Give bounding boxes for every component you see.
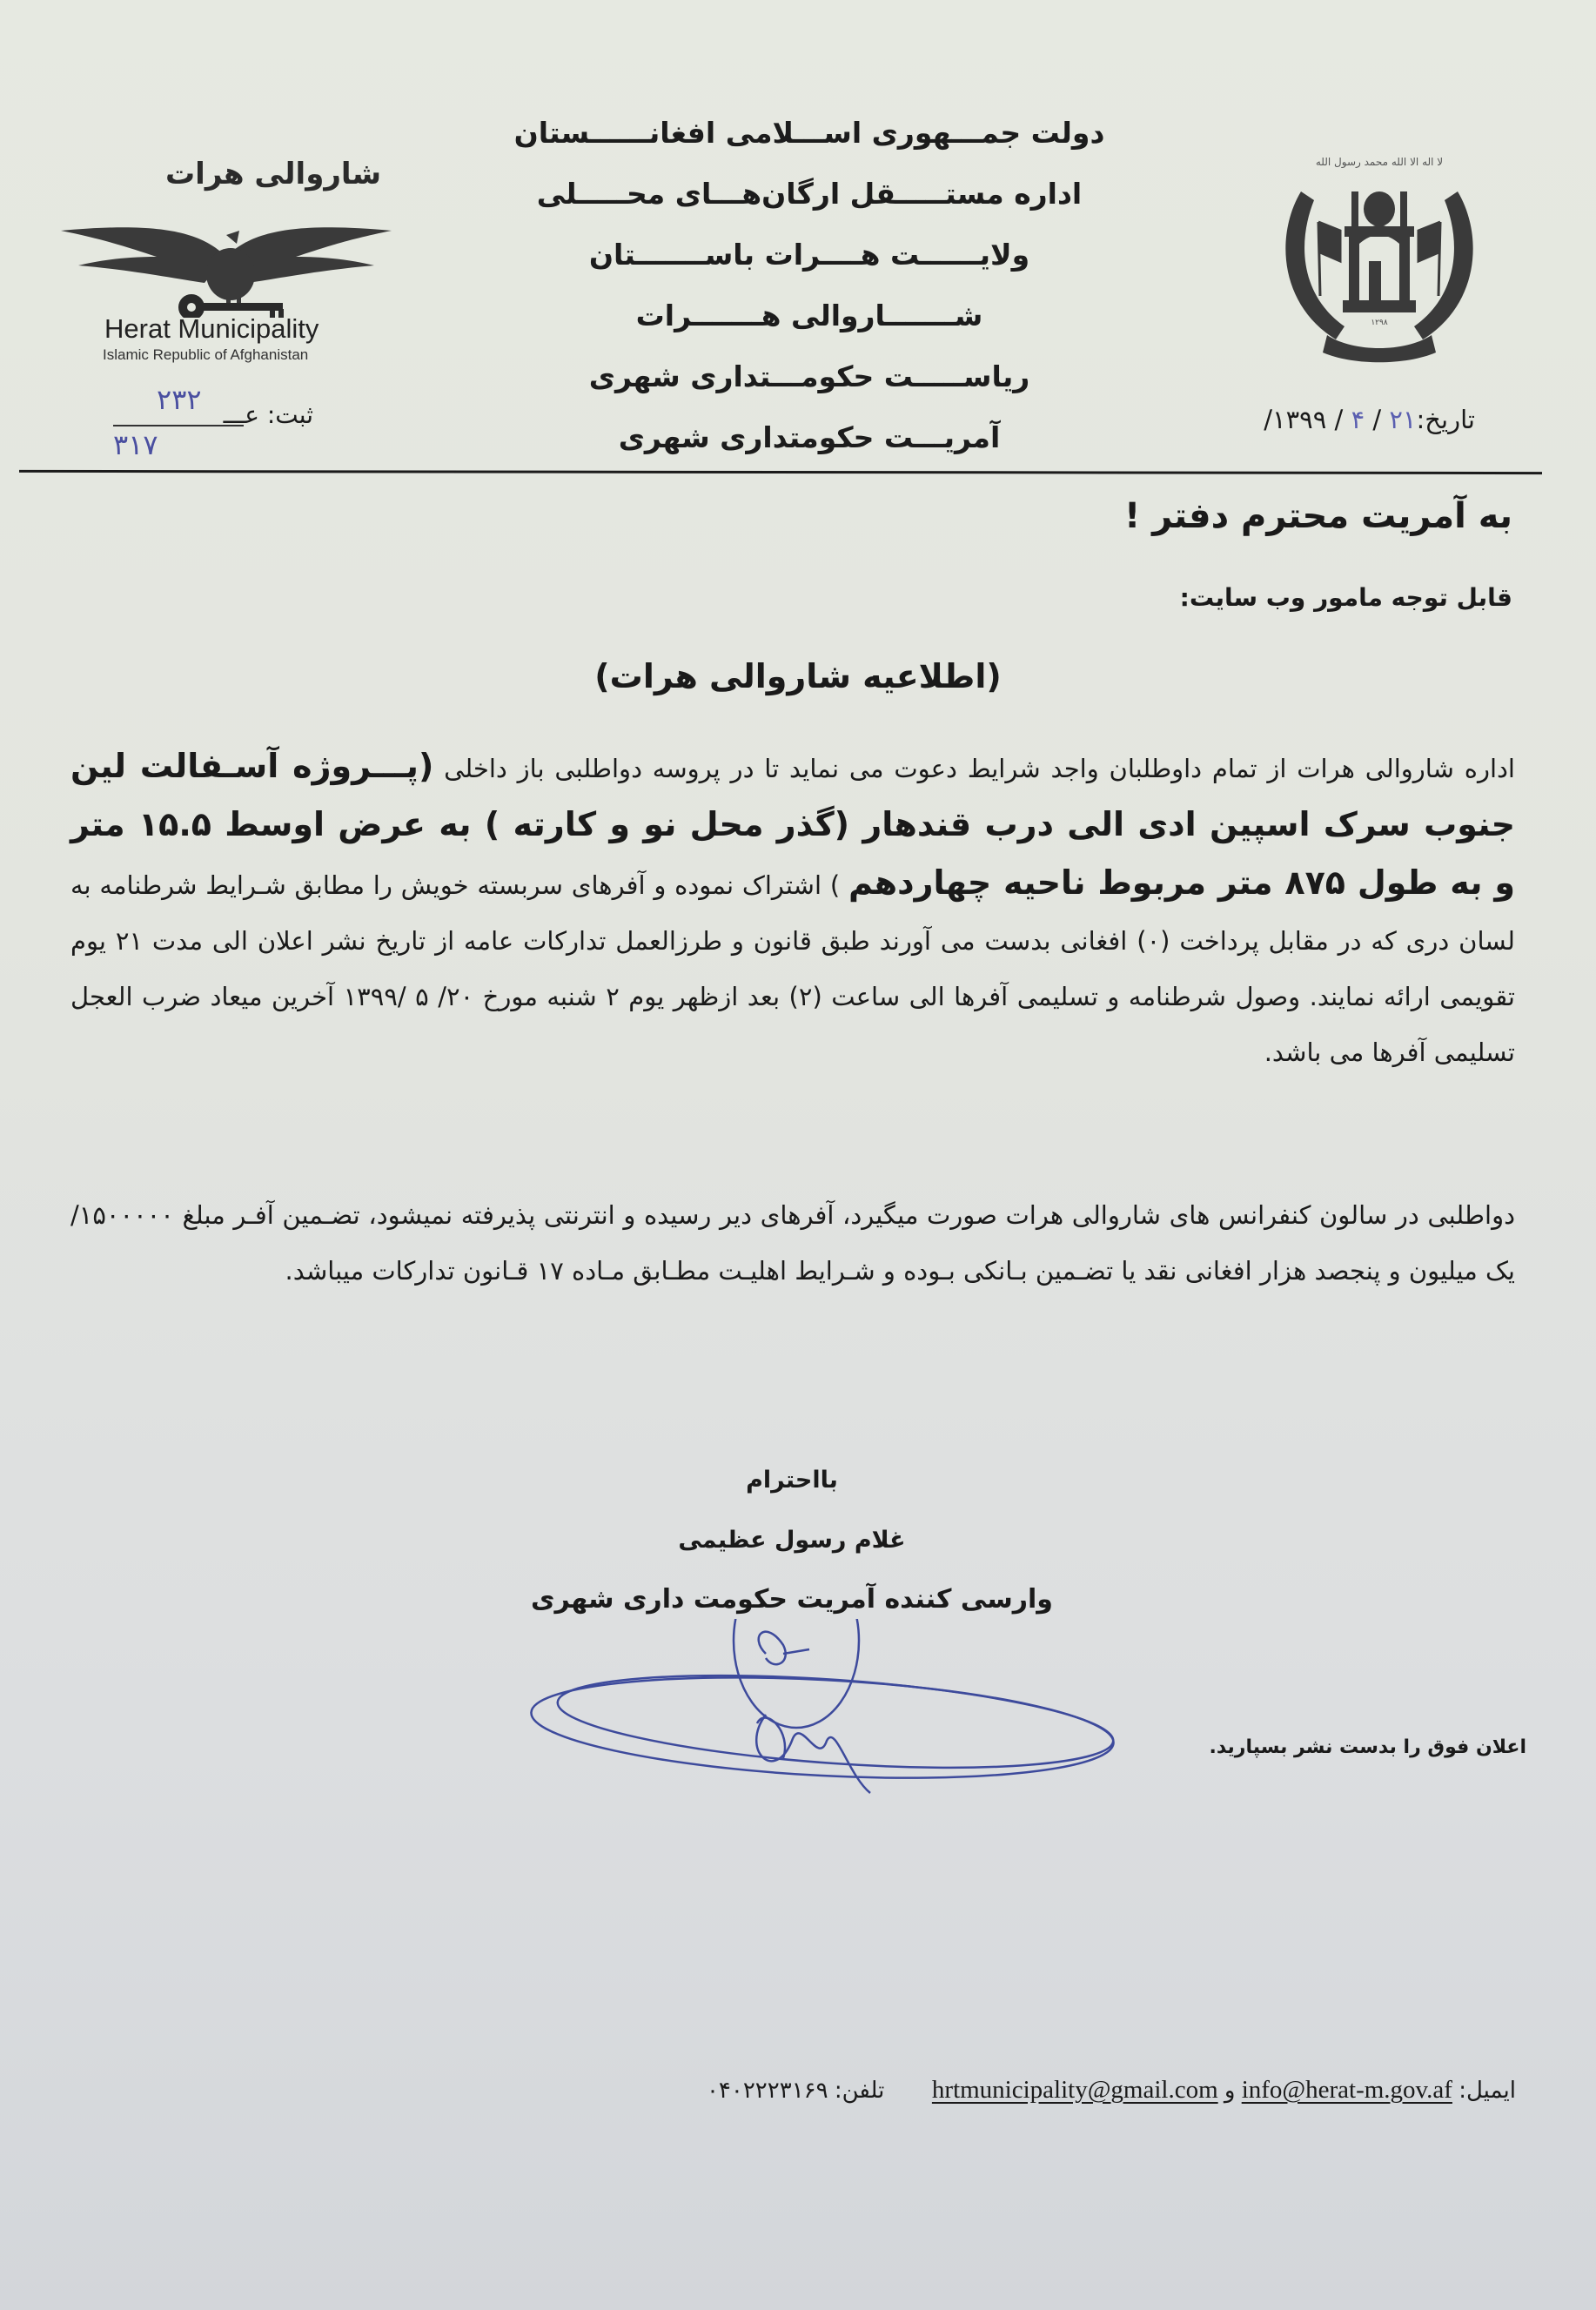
signature-icon bbox=[505, 1619, 1166, 1810]
email-link-gmail[interactable]: hrtmunicipality@gmail.com bbox=[931, 2076, 1218, 2104]
registration-number-bottom: ۳۱۷ bbox=[113, 428, 158, 461]
notice-paragraph-2: دواطلبی در سالون کنفرانس های شاروالی هرات صورت میگیرد، آفرهای دیر رسیده و انترنتی پذیرفته نمیشود، تضـمین آفـر مبلغ ۱۵۰۰۰۰۰/ یک میلیون و پنجصد هزار افغانی نقد یا تضـمین بـانکی بـوده و شـرایط اهلیـت مطـابق مـاده ۱۷ قـانون تدارکات میباشد. bbox=[70, 1200, 1515, 1286]
date-separator: / bbox=[1365, 405, 1390, 434]
logo-name-fa: شاروالی هرات bbox=[165, 157, 382, 191]
notice-paragraph-1 bbox=[70, 738, 1515, 1080]
project-title: (پـــروژه آسـفالت لین جنوب سرک اسپین ادی الی درب قندهار (گذر محل نو و کارته ) به عرض اوسط ۱۵.۵ متر و به طول ۸۷۵ متر مربوط ناحیه چهاردهم bbox=[70, 747, 1515, 902]
letterhead-line: شـــــــاروالی هـــــــرات bbox=[635, 299, 983, 332]
phone-number: ۰۴۰۲۲۲۳۱۶۹ bbox=[706, 2078, 828, 2104]
email-link-official[interactable]: info@herat-m.gov.af bbox=[1241, 2076, 1452, 2104]
logo-name-en: Herat Municipality bbox=[104, 313, 319, 344]
paragraph-rest: ) اشتراک نموده و آفرهای سربسته خویش را مطابق شـرایط شرطنامه به لسان دری که در مقابل پرداخت (۰) افغانی بدست می آورند طبق قانون و طرزالعمل تدارکات عامه از تاریخ نشر اعلان الی مدت ۲۱ یوم تقویمی ارائه نمایند. وصول شرطنامه و تسلیمی آفرها الی ساعت (۲) بعد ازظهر یوم ۲ شنبه مورخ ۲۰/ ۵ /۱۳۹۹ آخرین میعاد ضرب العجل تسلیمی آفرها می باشد. bbox=[70, 870, 1515, 1067]
date-month: ۴ bbox=[1351, 405, 1365, 434]
header-divider bbox=[19, 470, 1542, 474]
signature bbox=[505, 1619, 1166, 1810]
afghanistan-emblem bbox=[1266, 139, 1492, 366]
letterhead-line: ریاســـــت حکومـــتداری شهری bbox=[588, 359, 1030, 393]
phone-label: تلفن: bbox=[834, 2078, 885, 2104]
letterhead-line: دولت جمـــهوری اســـلامی افغانــــــستان bbox=[513, 116, 1105, 150]
letterhead-line: ولایــــــت هــــرات باســـــــتان bbox=[588, 238, 1030, 272]
letterhead-line: آمریـــت حکومتداری شهری bbox=[618, 420, 1001, 454]
afghanistan-emblem-icon bbox=[1266, 139, 1492, 366]
addressee: به آمریت محترم دفتر ! bbox=[1124, 496, 1512, 536]
date-year: ۱۳۹۹/ bbox=[1264, 405, 1327, 434]
notice-title: (اطلاعیه شاروالی هرات) bbox=[594, 657, 1002, 695]
date-day: ۲۱ bbox=[1389, 405, 1417, 434]
svg-text:لا اله الا الله محمد رسول الله: لا اله الا الله محمد رسول الله bbox=[1315, 156, 1444, 168]
email-conjunction: و bbox=[1224, 2078, 1236, 2104]
paragraph-intro: اداره شاروالی هرات از تمام داوطلبان واجد شرایط دعوت می نماید تا در پروسه دواطلبی باز داخلی bbox=[433, 754, 1515, 783]
closing-regards: بااحترام bbox=[746, 1467, 838, 1494]
letterhead-line: اداره مستـــــقل ارگان‌هـــای محـــــلی bbox=[536, 177, 1083, 211]
signatory-name: غلام رسول عظیمی bbox=[678, 1527, 906, 1554]
logo-subtitle-en: Islamic Republic of Afghanistan bbox=[103, 346, 309, 363]
registration-number-top: ۲۳۲ bbox=[157, 383, 202, 416]
registration-label: ثبت: عـــ bbox=[223, 400, 313, 429]
eagle-key-icon bbox=[52, 196, 400, 318]
closing-block bbox=[487, 1449, 1096, 1630]
attention-line: قابل توجه مامور وب سایت: bbox=[1179, 583, 1512, 612]
registration-number bbox=[104, 383, 313, 470]
herat-municipality-logo bbox=[44, 157, 409, 374]
date-label: تاریخ: bbox=[1416, 405, 1475, 434]
letter-date bbox=[1214, 405, 1475, 434]
letterhead bbox=[487, 103, 1131, 468]
signatory-title: وارسی کننده آمریت حکومت داری شهری bbox=[531, 1584, 1053, 1615]
emblem-year: ۱۲۹۸ bbox=[1371, 319, 1388, 327]
date-separator: / bbox=[1326, 405, 1351, 434]
contact-footer bbox=[707, 2076, 1516, 2105]
publish-note: اعلان فوق را بدست نشر بسپارید. bbox=[1209, 1736, 1526, 1758]
email-label: ایمیل: bbox=[1459, 2078, 1516, 2104]
